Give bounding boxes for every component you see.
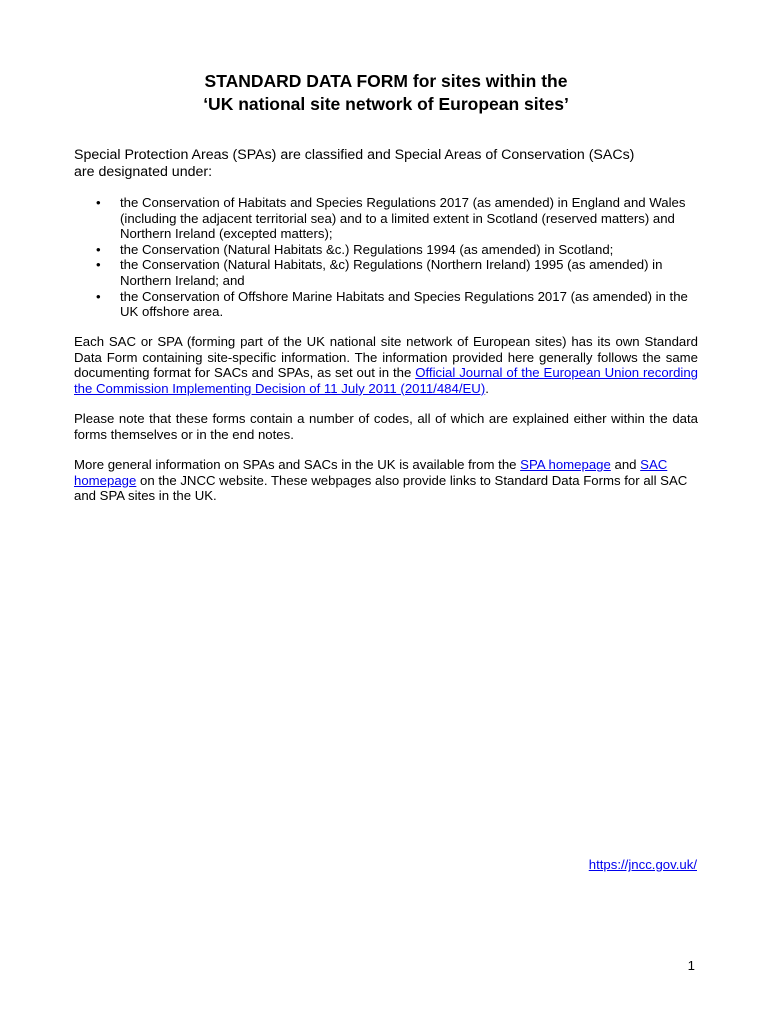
paragraph-text: More general information on SPAs and SACs in the UK is available from the — [74, 457, 521, 472]
regulation-text: the Conservation (Natural Habitats, &c) Regulations (Northern Ireland) 1995 (as amended) in Northern Ireland; and — [120, 257, 663, 288]
codes-note-paragraph — [74, 411, 698, 442]
list-item — [74, 242, 704, 258]
intro-line-2: are designated under: — [74, 164, 213, 180]
bullet-icon: • — [96, 195, 101, 210]
spa-homepage-link[interactable]: SPA homepage — [520, 457, 611, 472]
jncc-website-link[interactable]: https://jncc.gov.uk/ — [588, 857, 697, 872]
list-item — [74, 257, 704, 288]
title-line-2: ‘UK national site network of European sites’ — [203, 94, 569, 114]
paragraph-text: on the JNCC website. These webpages also provide links to Standard Data Forms for all SAC and SPA sites in the UK. — [74, 472, 688, 504]
bullet-icon: • — [96, 288, 101, 304]
page-title — [74, 70, 698, 116]
bullet-icon: • — [96, 241, 101, 257]
title-line-1: STANDARD DATA FORM for sites within the — [204, 71, 568, 91]
regulation-text: the Conservation (Natural Habitats &c.) Regulations 1994 (as amended) in Scotland; — [120, 241, 614, 257]
regulation-text: the Conservation of Offshore Marine Habitats and Species Regulations 2017 (as amended) in the UK offshore area. — [120, 288, 688, 320]
list-item — [74, 289, 704, 320]
bullet-icon: • — [96, 257, 101, 273]
list-item — [74, 195, 704, 242]
regulation-text: the Conservation of Habitats and Species Regulations 2017 (as amended) in England and Wales (including the adjacent territorial sea) and to a limited extent in Scotland (reserved matters) and Northern Ireland (excepted matters); — [120, 195, 686, 242]
intro-line-1: Special Protection Areas (SPAs) are classified and Special Areas of Conservation (SACs) — [74, 147, 635, 163]
standard-data-form-paragraph — [74, 334, 698, 396]
sac-homepage-link[interactable]: SAC homepage — [74, 457, 668, 488]
regulations-list — [74, 195, 704, 320]
intro-paragraph — [74, 147, 704, 181]
paragraph-text: and — [610, 457, 641, 472]
paragraph-end: . — [485, 380, 489, 396]
official-journal-link[interactable]: Official Journal of the European Union recording the Commission Implementing Decision of 11 July 2011 (2011/484/EU) — [74, 365, 699, 396]
paragraph-text: Please note that these forms contain a number of codes, all of which are explained either within the data forms themselves or in the end notes. — [74, 411, 698, 442]
paragraph-text: Each SAC or SPA (forming part of the UK national site network of European sites) has its own Standard Data Form containing site-specific information. The information provided here generally follows the same documenting format for SACs and SPAs, as set out in the — [74, 334, 698, 381]
page-number: 1 — [687, 958, 695, 973]
general-information-paragraph — [74, 457, 698, 504]
